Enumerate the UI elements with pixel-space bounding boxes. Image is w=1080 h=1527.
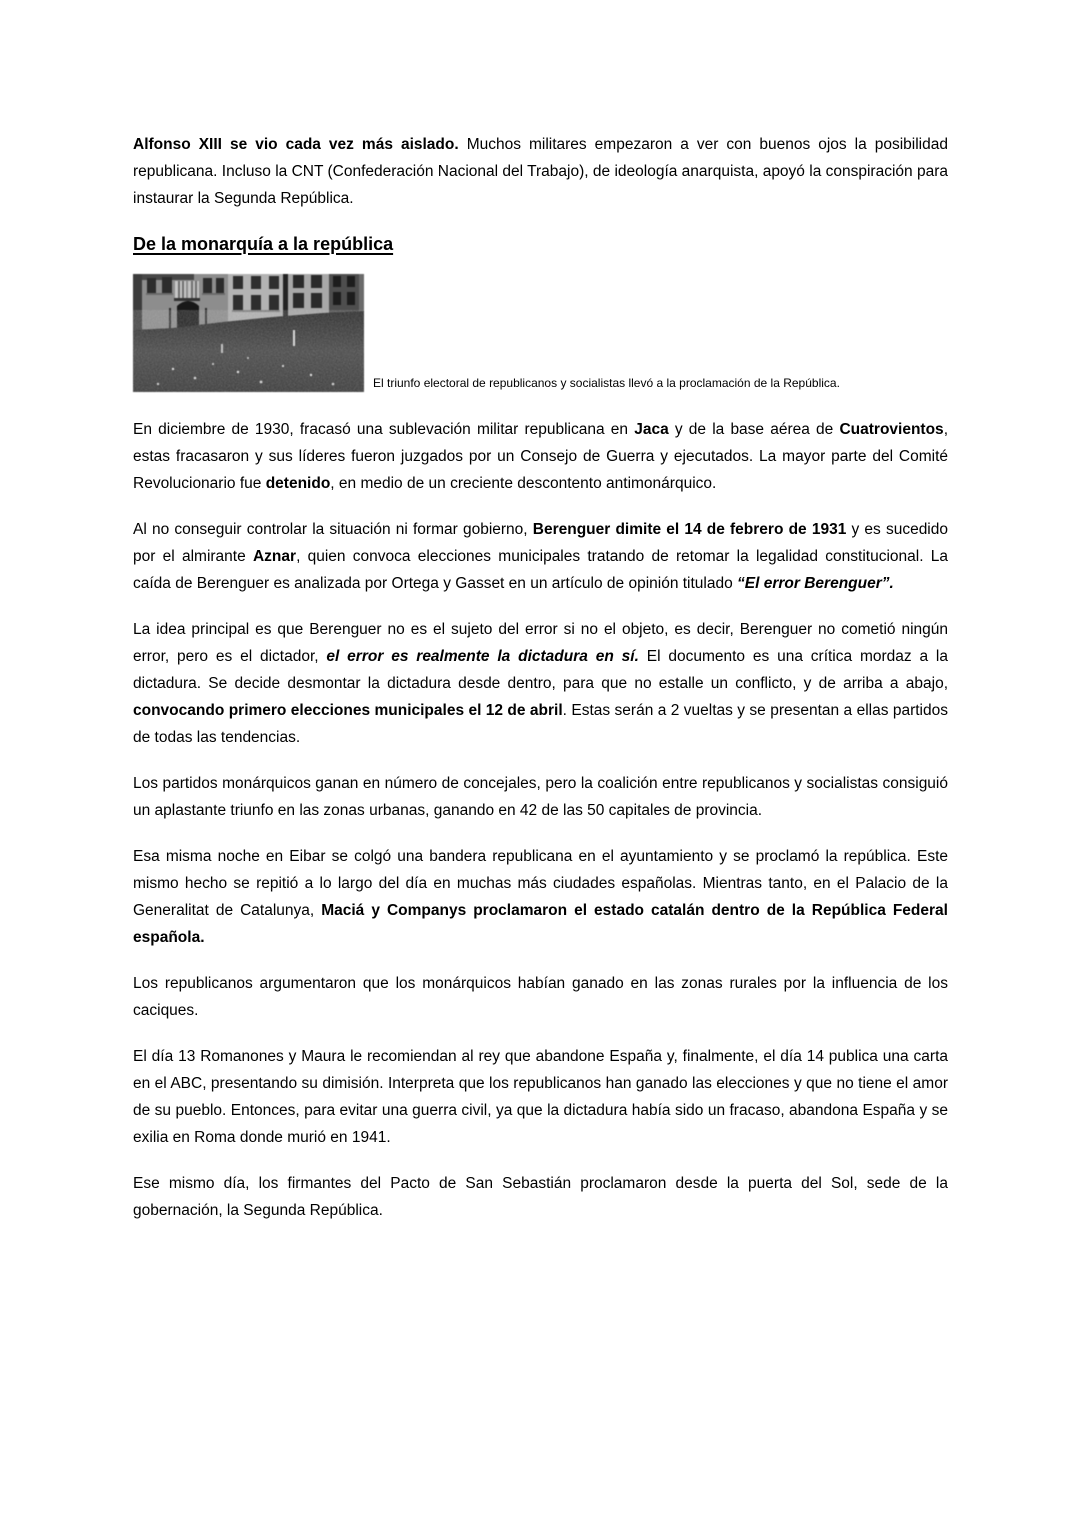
emphasis-text: el error es realmente la dictadura en sí. (326, 648, 639, 665)
paragraph (133, 516, 948, 597)
text-run: Ese mismo día, los firmantes del Pacto de San Sebastián proclamaron desde la puerta del Sol, sede de la gobernación, la Segunda República. (133, 1175, 948, 1219)
emphasis-text: Jaca (634, 421, 669, 438)
paragraph (133, 616, 948, 751)
text-run: El documento es una crítica mordaz a la dictadura. Se decide desmontar la dictadura desde dentro, para que no estalle un conflicto, y de arriba a abajo, (133, 648, 948, 692)
body-paragraphs (133, 416, 948, 1224)
emphasis-text: Alfonso XIII se vio cada vez más aislado. (133, 136, 467, 153)
text-run: En diciembre de 1930, fracasó una sublevación militar republicana en (133, 421, 635, 438)
text-run: Los partidos monárquicos ganan en número de concejales, pero la coalición entre republicanos y socialistas consiguió un aplastante triunfo en las zonas urbanas, ganando en 42 de las 50 capitales de provincia. (133, 775, 948, 819)
figure (133, 274, 948, 392)
emphasis-text: Maciá y Companys proclamaron el estado catalán dentro de la República Federal española. (133, 902, 948, 946)
text-run: Muchos militares empezaron a ver con buenos ojos la posibilidad republicana. Incluso la CNT (Confederación Nacional del Trabajo), de ideología anarquista, apoyó la conspiración para instaurar la Segunda República. (133, 136, 948, 207)
text-run: y es sucedido por el almirante (133, 521, 948, 565)
paragraph (133, 770, 948, 824)
paragraph (133, 843, 948, 951)
text-run: La idea principal es que Berenguer no es el sujeto del error si no el objeto, es decir, Berenguer no cometió ningún error, pero es el dictador, (133, 621, 948, 665)
emphasis-text: convocando primero elecciones municipales el 12 de abril (133, 702, 563, 719)
section-heading: De la monarquía a la república (133, 234, 394, 254)
paragraph (133, 1170, 948, 1224)
figure-caption: El triunfo electoral de republicanos y socialistas llevó a la proclamación de la República. (373, 376, 840, 390)
paragraph (133, 970, 948, 1024)
paragraph (133, 1043, 948, 1151)
emphasis-text: “El error Berenguer”. (737, 575, 894, 592)
text-run: . Estas serán a 2 vueltas y se presentan a ellas partidos de todas las tendencias. (133, 702, 948, 746)
crowd-photo (133, 274, 364, 392)
paragraph (133, 416, 948, 497)
emphasis-text: Cuatrovientos (839, 421, 944, 438)
intro-paragraph (133, 131, 948, 212)
text-run: , estas fracasaron y sus líderes fueron juzgados por un Consejo de Guerra y ejecutados. La mayor parte del Comité Revolucionario fue (133, 421, 948, 492)
text-run: , quien convoca elecciones municipales tratando de retomar la legalidad constitucional. La caída de Berenguer es analizada por Ortega y Gasset en un artículo de opinión titulado (133, 548, 949, 592)
text-run: Los republicanos argumentaron que los monárquicos habían ganado en las zonas rurales por la influencia de los caciques. (133, 975, 948, 1019)
text-run: , en medio de un creciente descontento antimonárquico. (330, 475, 717, 492)
emphasis-text: Berenguer dimite el 14 de febrero de 1931 (532, 521, 847, 538)
text-run: Esa misma noche en Eibar se colgó una bandera republicana en el ayuntamiento y se proclamó la república. Este mismo hecho se repitió a lo largo del día en muchas más ciudades españolas. Mientras tanto, en el Palacio de la Generalitat de Catalunya, (133, 848, 948, 919)
text-run: y de la base aérea de (668, 421, 840, 438)
emphasis-text: detenido (265, 475, 331, 492)
crowd-photo-image (133, 274, 364, 392)
text-run: Al no conseguir controlar la situación ni formar gobierno, (133, 521, 533, 538)
emphasis-text: Aznar (252, 548, 297, 565)
text-run: El día 13 Romanones y Maura le recomiendan al rey que abandone España y, finalmente, el día 14 publica una carta en el ABC, presentando su dimisión. Interpreta que los republicanos han ganado las elecciones y que no tiene el amor de su pueblo. Entonces, para evitar una guerra civil, ya que la dictadura había sido un fracaso, abandona España y se exilia en Roma donde murió en 1941. (133, 1048, 948, 1146)
